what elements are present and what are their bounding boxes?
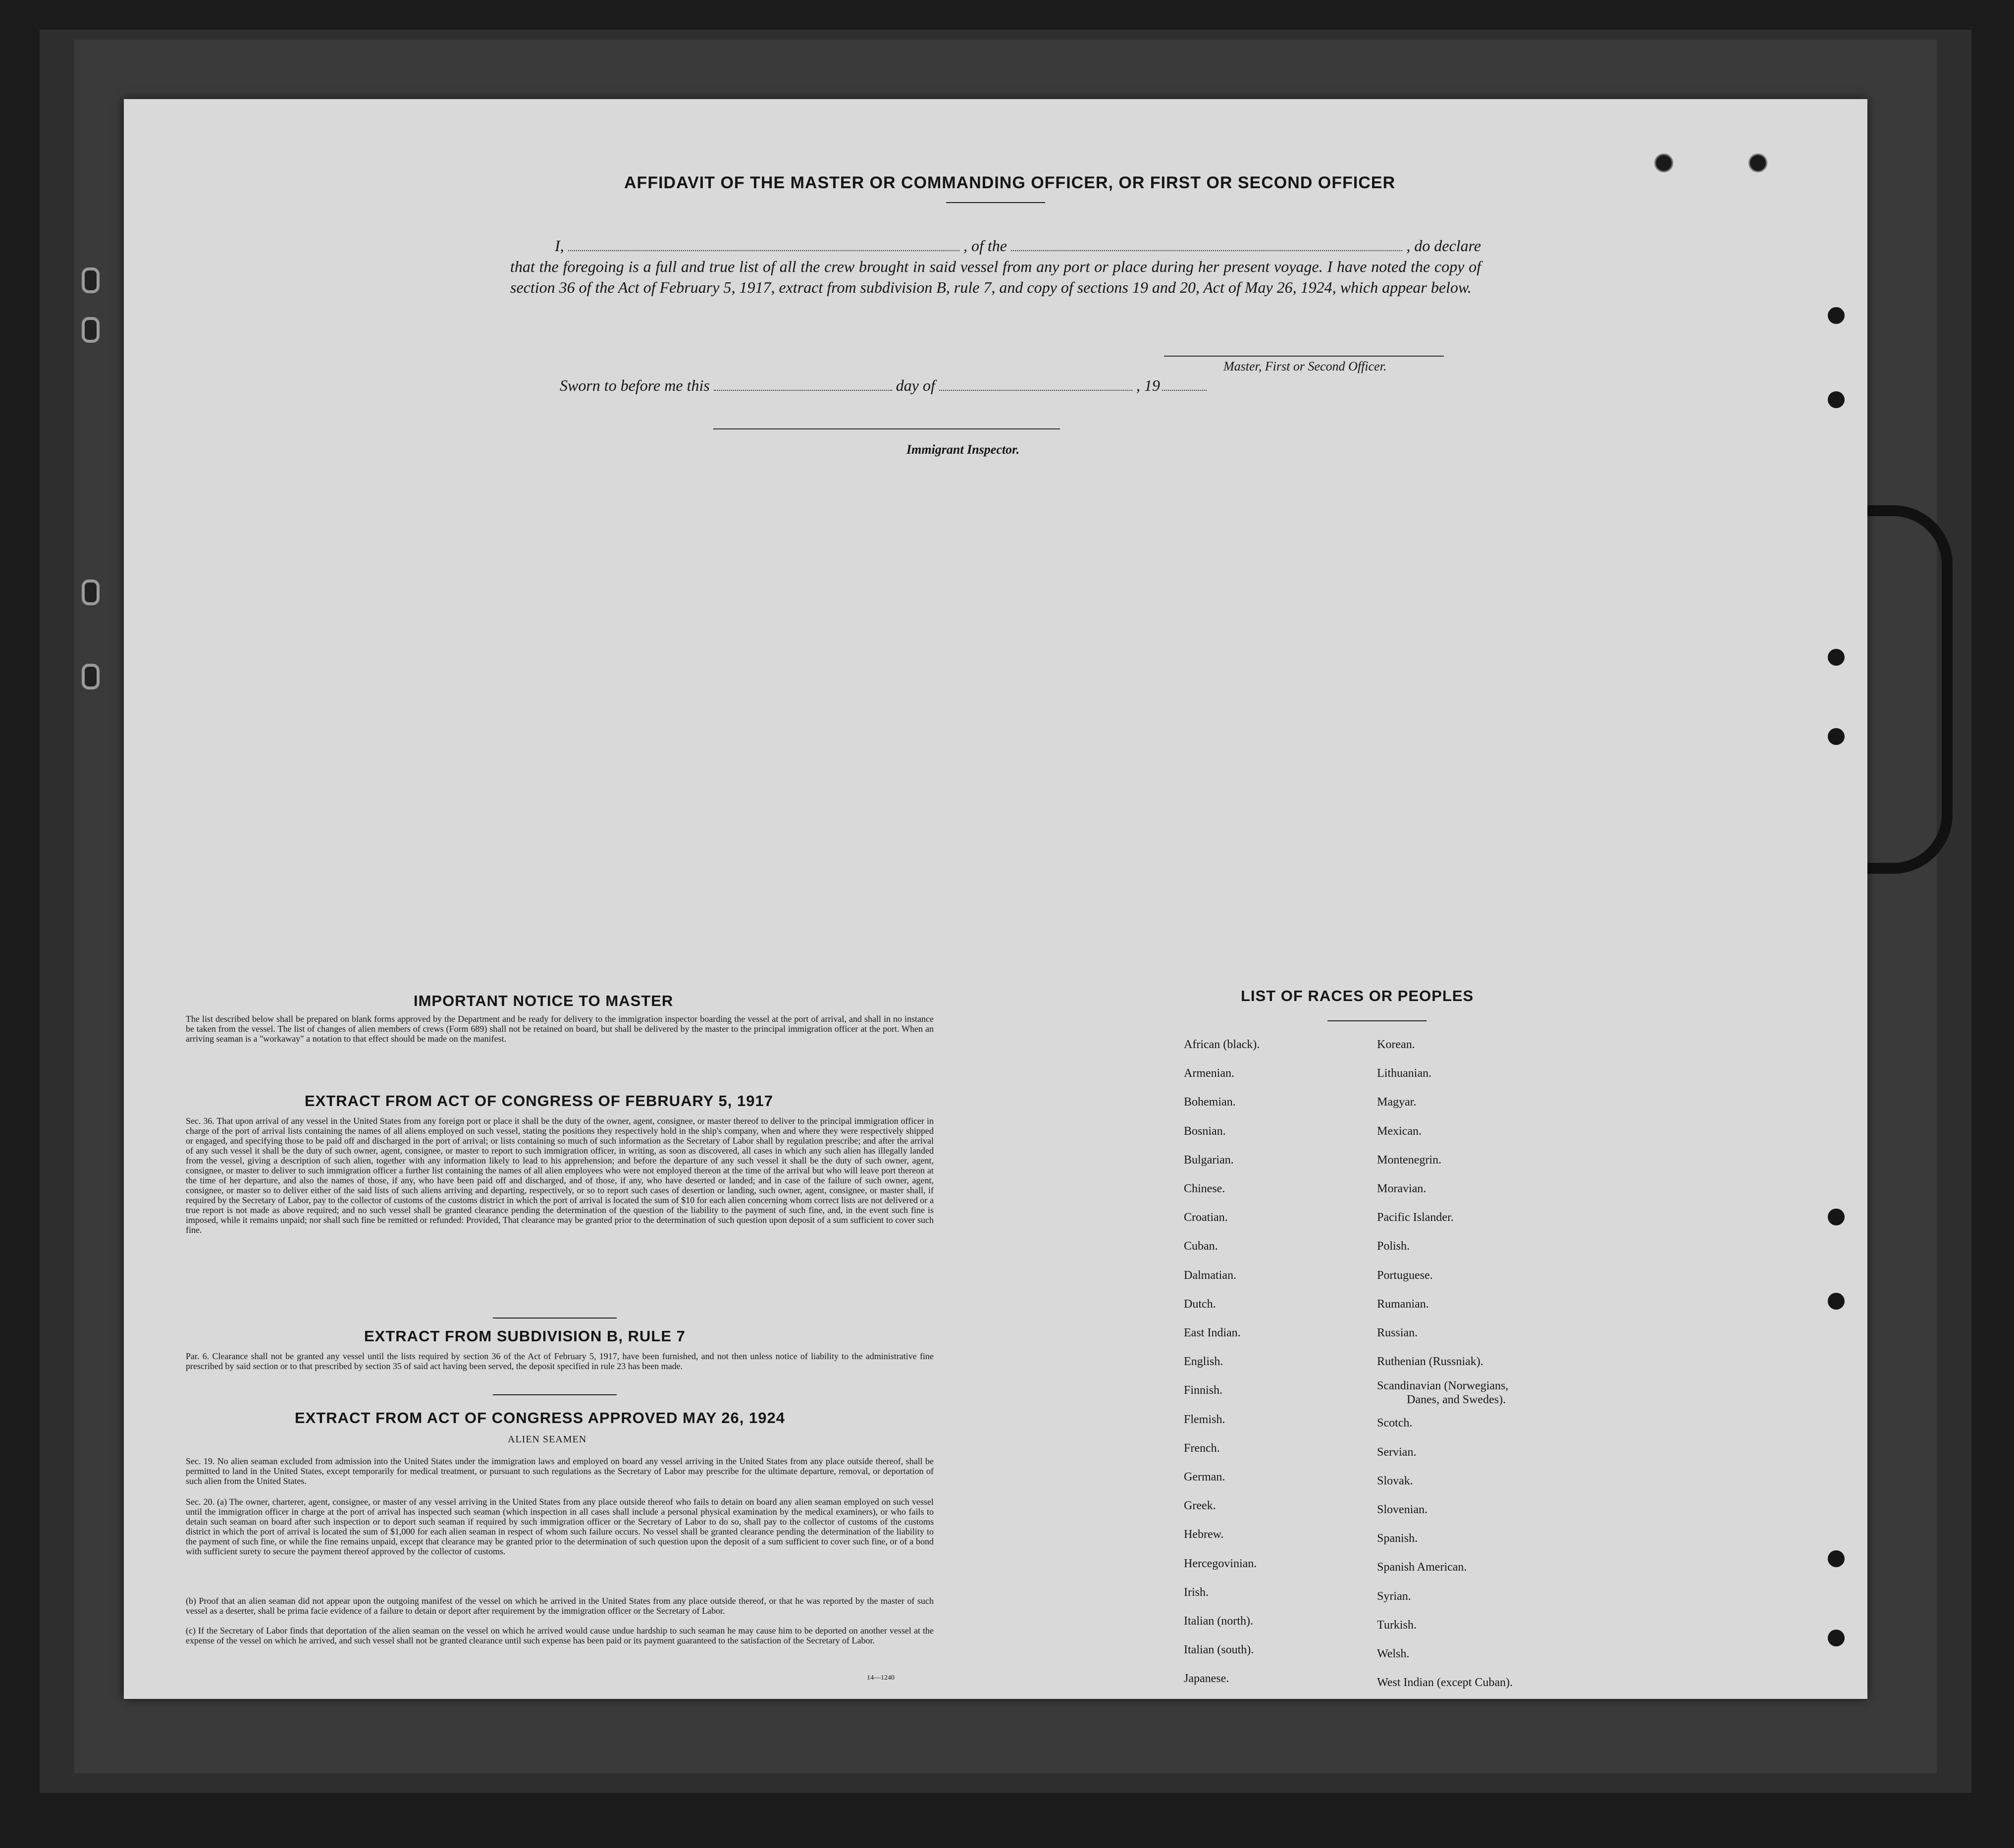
- race-item: Bosnian.: [1184, 1124, 1226, 1138]
- race-item: Polish.: [1377, 1240, 1410, 1253]
- race-item: Montenegrin.: [1377, 1153, 1441, 1166]
- race-item: Scandinavian (Norwegians,: [1377, 1379, 1509, 1393]
- extract-1917-title: EXTRACT FROM ACT OF CONGRESS OF FEBRUARY 5, 1917: [305, 1092, 773, 1109]
- race-item: Cuban.: [1184, 1240, 1218, 1253]
- race-item: Hercegovinian.: [1184, 1557, 1257, 1570]
- signature-label: Master, First or Second Officer.: [1223, 359, 1387, 373]
- year-label: , 19: [1136, 376, 1160, 394]
- race-item: Finnish.: [1184, 1384, 1223, 1397]
- extract-1917-text: Sec. 36. That upon arrival of any vessel in the United States from any foreign port or place it shall be the duty of the owner, agent, consignee, or master thereof to deliver to the principal immigration officer in charge of the port of arrival lists containing the names of all aliens employed on such vessel, stating the positions they respectively hold in the ship's company, when and where they were respectively shipped or engaged, and specifying those to be paid off and discharged in the port of arrival; or lists containing so much of such information as the Secretary of Labor shall by regulation prescribe; and after the arrival of any such vessel it shall be the duty of such owner, agent, consignee, or master to report to such immigration officer, in writing, as soon as discovered, all cases in which any such alien has illegally landed from the vessel, giving a description of such alien, together with any information likely to lead to his apprehension; and before the departure of any such vessel it shall be the duty of such owner, agent, consignee, or master to deliver to such immigration officer a further list containing the names of all alien employees who were not employed thereon at the time of the arrival but who will leave port thereon at the time of her departure, and also the names of those, if any, who have been paid off and discharged, and of those, if any, who have deserted or landed; and in case of the failure of such owner, agent, consignee, or master so to deliver either of the said lists of such aliens arriving and departing, respectively, or so to report such cases of desertion or landing, such owner, agent, consignee, or master shall, if required by the Secretary of Labor, pay to the collector of customs of the customs district in which the port of arrival is located the sum of $10 for each alien concerning whom correct lists are not delivered or a true report is not made as above required; and no such vessel shall be granted clearance pending the determination of the question of the liability to the payment of such fine, and, in the event such fine is imposed, while it remains unpaid; nor shall such fine be remitted or refunded: Provided, That clearance may be granted prior to the determination of such question upon deposit of a sum sufficient to cover such fine.: [186, 1116, 934, 1235]
- race-item: Rumanian.: [1377, 1297, 1429, 1311]
- race-item: Croatian.: [1184, 1211, 1228, 1224]
- race-item: Magyar.: [1377, 1096, 1417, 1109]
- binder-ring: [82, 267, 100, 293]
- signature-line[interactable]: [1164, 356, 1444, 357]
- affidavit-body: that the foregoing is a full and true list of all the crew brought in said vessel from any port or place during her present voyage. I have noted the copy of section 36 of the Act of February 5, 1917, extract from subdivision B, rule 7, and copy of sections 19 and 20, Act of May 26, 1924, which appear below.: [510, 258, 1481, 296]
- race-item: Dalmatian.: [1184, 1268, 1236, 1282]
- race-item: Greek.: [1184, 1499, 1216, 1513]
- rule7-title: EXTRACT FROM SUBDIVISION B, RULE 7: [364, 1327, 686, 1345]
- race-item: Flemish.: [1184, 1413, 1225, 1426]
- race-item: Japanese.: [1184, 1672, 1229, 1686]
- punch-hole: [1828, 1630, 1845, 1646]
- punch-hole: [1828, 391, 1845, 408]
- month-field[interactable]: [939, 379, 1132, 391]
- races-rule: [1327, 1020, 1427, 1021]
- race-item: English.: [1184, 1355, 1223, 1369]
- name-field[interactable]: [568, 239, 959, 251]
- binder-ring: [82, 580, 100, 605]
- race-item: Servian.: [1377, 1445, 1417, 1459]
- punch-hole: [1828, 649, 1845, 666]
- affidavit-block: [510, 235, 1481, 298]
- affidavit-title: AFFIDAVIT OF THE MASTER OR COMMANDING OFFICER, OR FIRST OR SECOND OFFICER: [624, 173, 1395, 192]
- race-item: Armenian.: [1184, 1067, 1234, 1080]
- sec20c-text: (c) If the Secretary of Labor finds that deportation of the alien seaman on the vessel on which he arrived would cause undue hardship to such seaman he may cause him to be deported on another vessel at the expense of the vessel on which he arrived, and such vessel shall not be granted clearance until such expense has been paid or its payment guaranteed to the satisfaction of the Secretary of Labor.: [186, 1626, 934, 1645]
- race-item: Chinese.: [1184, 1182, 1225, 1196]
- binder-ring: [82, 664, 100, 689]
- race-item: Welsh.: [1377, 1647, 1410, 1661]
- race-item: African (black).: [1184, 1038, 1260, 1051]
- sec20a-text: Sec. 20. (a) The owner, charterer, agent, consignee, or master of any vessel arriving in the United States from any place outside thereof who fails to detain on board any alien seaman employed on such vessel until the immigration officer in charge at the port of arrival has inspected such seaman (which inspection in all cases shall include a personal physical examination by the medical examiners), or who fails to detain such seaman on board after such inspection or to deport such seaman if required by such immigration officer or the Secretary of Labor to do so, shall pay to the collector of customs of the customs district in which the port of arrival is located the sum of $1,000 for each alien seaman in respect of whom such failure occurs. No vessel shall be granted clearance pending the determination of the liability to the payment of such fine, or while the fine remains unpaid, except that clearance may be granted prior to the determination of such question upon the deposit of a sum sufficient to cover such fine, or of a bond with sufficient surety to secure the payment thereof approved by the collector of customs.: [186, 1497, 934, 1556]
- punch-hole: [1828, 728, 1845, 745]
- form-number: 14—1240: [867, 1674, 895, 1682]
- race-item: German.: [1184, 1471, 1225, 1484]
- race-item: Turkish.: [1377, 1618, 1417, 1632]
- race-item: Italian (north).: [1184, 1615, 1253, 1628]
- inspector-signature-line[interactable]: [713, 428, 1060, 429]
- race-item: Moravian.: [1377, 1182, 1427, 1196]
- race-item: Danes, and Swedes).: [1407, 1393, 1506, 1407]
- day-field[interactable]: [714, 379, 892, 391]
- race-item: Pacific Islander.: [1377, 1211, 1454, 1224]
- vessel-field[interactable]: [1011, 239, 1402, 251]
- day-of-label: day of: [896, 376, 935, 394]
- title-rule: [946, 202, 1045, 203]
- race-item: Slovenian.: [1377, 1503, 1428, 1517]
- sworn-label: Sworn to before me this: [560, 376, 710, 394]
- race-item: Portuguese.: [1377, 1268, 1433, 1282]
- race-item: Bulgarian.: [1184, 1153, 1234, 1166]
- race-item: East Indian.: [1184, 1326, 1241, 1340]
- race-item: Irish.: [1184, 1585, 1209, 1599]
- race-item: Scotch.: [1377, 1417, 1413, 1430]
- affidavit-of-the: , of the: [963, 237, 1007, 255]
- alien-seamen-subtitle: ALIEN SEAMEN: [508, 1434, 587, 1445]
- notice-title: IMPORTANT NOTICE TO MASTER: [414, 992, 674, 1009]
- race-item: Hebrew.: [1184, 1528, 1224, 1541]
- punch-hole: [1828, 307, 1845, 324]
- punch-hole: [1828, 1550, 1845, 1567]
- race-item: Italian (south).: [1184, 1643, 1254, 1657]
- race-item: Spanish.: [1377, 1532, 1418, 1545]
- race-item: West Indian (except Cuban).: [1377, 1676, 1513, 1690]
- races-left-column: [1184, 1030, 1260, 1693]
- year-field[interactable]: [1162, 379, 1207, 391]
- notice-text: The list described below shall be prepared on blank forms approved by the Department and be ready for delivery to the immigration inspector boarding the vessel at the port of arrival, and shall in no instance be taken from the vessel. The list of changes of alien members of crews (Form 689) shall not be retained on board, but shall be delivered by the master to the principal immigration officer at the port. When an arriving seaman is a "workaway" a notation to that effect should be made on the manifest.: [186, 1014, 934, 1044]
- sworn-line: [560, 376, 1207, 395]
- affidavit-i: I,: [555, 237, 564, 255]
- punch-hole: [1828, 1293, 1845, 1310]
- punch-hole: [1828, 1209, 1845, 1225]
- section-rule: [493, 1394, 617, 1395]
- section-rule: [493, 1318, 617, 1319]
- race-item: Lithuanian.: [1377, 1067, 1431, 1080]
- binder-ring: [82, 317, 100, 343]
- rule7-text: Par. 6. Clearance shall not be granted any vessel until the lists required by section 36 of the Act of February 5, 1917, have been furnished, and not then unless notice of liability to the administrative fine prescribed by said section or to that prescribed by section 35 of said act having been served, the deposit specified in rule 23 has been made.: [186, 1351, 934, 1371]
- race-item: Russian.: [1377, 1326, 1418, 1340]
- inspector-label: Immigrant Inspector.: [906, 442, 1020, 457]
- race-item: Slovak.: [1377, 1474, 1413, 1487]
- races-right-column: [1377, 1030, 1513, 1697]
- race-item: Dutch.: [1184, 1297, 1216, 1311]
- affidavit-do-declare: , do declare: [1406, 237, 1481, 255]
- races-title: LIST OF RACES OR PEOPLES: [1241, 987, 1474, 1004]
- race-item: Syrian.: [1377, 1589, 1411, 1603]
- race-item: Mexican.: [1377, 1124, 1422, 1138]
- race-item: Spanish American.: [1377, 1561, 1467, 1574]
- sec19-text: Sec. 19. No alien seaman excluded from admission into the United States under the immigration laws and employed on board any vessel arriving in the United States from any place outside thereof, shall be permitted to land in the United States, except temporarily for medical treatment, or pursuant to such regulations as the Secretary of Labor may prescribe for the ultimate departure, removal, or deportation of such alien from the United States.: [186, 1456, 934, 1486]
- extract-1924-title: EXTRACT FROM ACT OF CONGRESS APPROVED MAY 26, 1924: [295, 1409, 785, 1426]
- race-item: French.: [1184, 1441, 1220, 1455]
- race-item: Ruthenian (Russniak).: [1377, 1355, 1484, 1369]
- race-item: Bohemian.: [1184, 1096, 1236, 1109]
- sec20b-text: (b) Proof that an alien seaman did not appear upon the outgoing manifest of the vessel on which he arrived in the United States from any place outside thereof, or that he was reported by the master of such vessel as a deserter, shall be prima facie evidence of a failure to detain or deport after requirement by the immigration officer or the Secretary of Labor.: [186, 1596, 934, 1616]
- race-item: Korean.: [1377, 1038, 1415, 1051]
